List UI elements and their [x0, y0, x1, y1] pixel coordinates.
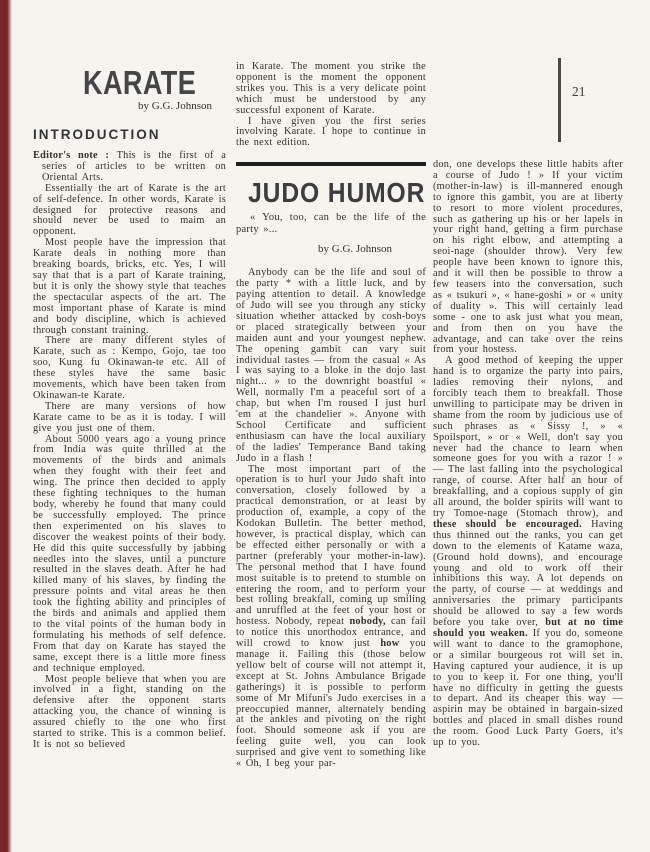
karate-title-text: KARATE	[83, 64, 197, 101]
paragraph: Editor's note : This is the first of a series of articles to be written on Oriental Arts.	[33, 150, 227, 183]
paragraph: Most people believe that when you are involved in a fight, standing on the defensive after the opponent starts attacking you, the chance of winning is assured chiefly to the one who first started to strike. This is a common belief. It is not so believed	[33, 673, 226, 750]
section-divider-rule	[236, 162, 426, 166]
paragraph: Anybody can be the life and soul of the party * with a little luck, and by paying attention to detail. A knowledge of Judo will see you through any sticky situation whether attacked by cosh-boys or placed strategically between your maiden aunt and your youngest nephew. The opening gambit can vary suit individual tastes — from the casual « As I was saying to a bloke in the dojo last night... » to the downright boastful « Well, normally I'm a peaceful sort of a chap, but when I'm roused I just hurl 'em at the chandelier ». Anyone with School Certificate and sufficient enthusiasm can have the local auxiliary of the ladies' Temperance Band taking Judo in a flash !	[236, 267, 426, 464]
introduction-heading: INTRODUCTION	[33, 127, 161, 142]
paragraph: don, one develops these little habits after a course of Judo ! » If your victim (mother-in-law) is ill-mannered enough to ignore this gambit, you are at liberty to resort to more violent procedures, such as gathering up his or her lapels in your right hand, getting a firm purchase on his right elbow, and attempting a seoi-nage (shoulder throw). Very few people have been known to ignore this, and it will then be possible to throw a few teasers into the conversation, such as « tsukuri », « hane-goshi » or « unity of duality ». This will certainly lead some - one to ask just what you mean, and from then on you have the advantage, and can take over the reins from your hostess.	[433, 159, 623, 356]
column-middle	[236, 62, 426, 770]
page-number: 21	[572, 84, 586, 99]
paragraph: About 5000 years ago a young prince from India was quite thrilled at the movements of the birds and animals when they fought with their feet and wing. The prince then decided to apply these fighting techniques to the human body, whereby he found that many could be successfully employed. The prince then experimented on his slaves to discover the weakest points of their body. He did this quite successfully by jabbing needles into the slaves, until a puncture resulted in the slaves death. After he had killed many of his slaves, by finding the pressure points and vital areas he then took the fighting ability and principles of the birds and animals and applied them to the vital points of the human body in formulating his methods of self defence. From that day on Karate has stayed the same, except there is a little more finess and technique employed.	[33, 433, 226, 674]
page-number-rule	[558, 58, 561, 142]
judo-subtitle: « You, too, can be the life of the party »...	[236, 212, 426, 236]
karate-byline: by G.G. Johnson	[138, 100, 212, 112]
paragraph: A good method of keeping the upper hand is to organize the party into pairs, ladies removing their nylons, and forcibly teach them to breakfall. Those unwilling to participate may be driven in shame from the room by judicious use of such phrases as « Sissy !, » « Spoilsport, » or « Well, don't say you never had the chance to learn when someone goes for you with a razor ! » — The last falling into the psychological range, of course. After half an hour of breakfalling, and a copious supply of gin all around, the bolder spirits will want to try Tomoe-nage (Stomach throw), and these should be encouraged. Having thus thinned out the ranks, you can get down to the elements of Katame waza, (Ground hold downs), and encourage young and old to work off their inhibitions this way. A lot depends on the party, of course — at weddings and anniversaries the primary participants should be allowed to say a few words before you take over, but at no time should you weaken. If you do, someone will want to dance to the gramophone, or a similar bourgeous rot will set in. Having captured your audience, it is up to you to keep it. For one thing, you'll have no difficulty in getting the guests to depart. And its cheaper this way — aspirin may be obtained in bargain-sized bottles and placed in small dishes round the room. Good Luck Party Goers, it's up to you.	[433, 355, 624, 749]
karate-continued-text	[236, 62, 426, 149]
page-binding-edge	[0, 0, 12, 852]
judo-humor-title	[236, 176, 426, 209]
column-left	[33, 62, 226, 751]
page-number-block	[433, 58, 623, 142]
karate-intro-text	[33, 151, 226, 751]
paragraph: There are many versions of how Karate came to be as it is today. I will give you just one of them.	[33, 400, 226, 434]
paragraph: I have given you the first series involving Karate. I hope to continue in the next edition.	[236, 115, 426, 149]
judo-text-right	[433, 160, 623, 749]
paragraph: in Karate. The moment you strike the opponent is the moment the opponent strikes you. This is a very delicate point which must be understood by any successful exponent of Karate.	[236, 61, 426, 116]
judo-humor-title-text: JUDO HUMOR	[248, 177, 426, 209]
paragraph: The most important part of the operation is to hurl your Judo shaft into conversation, closely followed by a practical demonstration, or at least by production of, example, a copy of the Kodokan Bulletin. The better method, however, is practical display, which can be effected either personally or with a partner (preferably your mother-in-law). The personal method that I have found most suitable is to pretend to stumble on entering the room, and to perform your best rolling breakfall, coming up smiling and unruffled at the feet of your host or hostess. Nobody, repeat nobody, can fail to notice this unorthodox entrance, and will crowd to know just how you manage it. Failing this (those below yellow belt of course will not attempt it, except at St. Johns Ambulance Brigade gatherings) it is possible to perform some of Mr Mifuni's Judo exercises in a preoccupied manner, alternately bending at the ankles and pivoting on the right foot. Should someone ask if you are feeling guite well, you can look surprised and give vent to something like « Oh, I beg your par-	[236, 463, 426, 770]
karate-title	[83, 64, 226, 101]
column-right	[433, 58, 623, 749]
judo-text-middle	[236, 268, 426, 770]
paragraph: Most people have the impression that Karate deals in nothing more than breaking boards, bricks, etc. Yes, I will say that that is a part of Karate training, but it is only the showy style that teaches the spectacular aspects of the art. The most important phase of Karate is mind and body discipline, which is achieved through constant training.	[33, 237, 226, 336]
judo-byline: by G.G. Johnson	[318, 243, 392, 256]
paragraph: There are many different styles of Karate, such as : Kempo, Gojo, tae too soo, Kung fu Okinawan-te etc. All of these styles have the same basic movements, which have been taken from Okinawan-te Karate.	[33, 335, 226, 401]
paragraph: Essentially the art of Karate is the art of self-defence. In other words, Karate is designed for protective reasons and should never be used to maim an opponent.	[33, 182, 226, 238]
